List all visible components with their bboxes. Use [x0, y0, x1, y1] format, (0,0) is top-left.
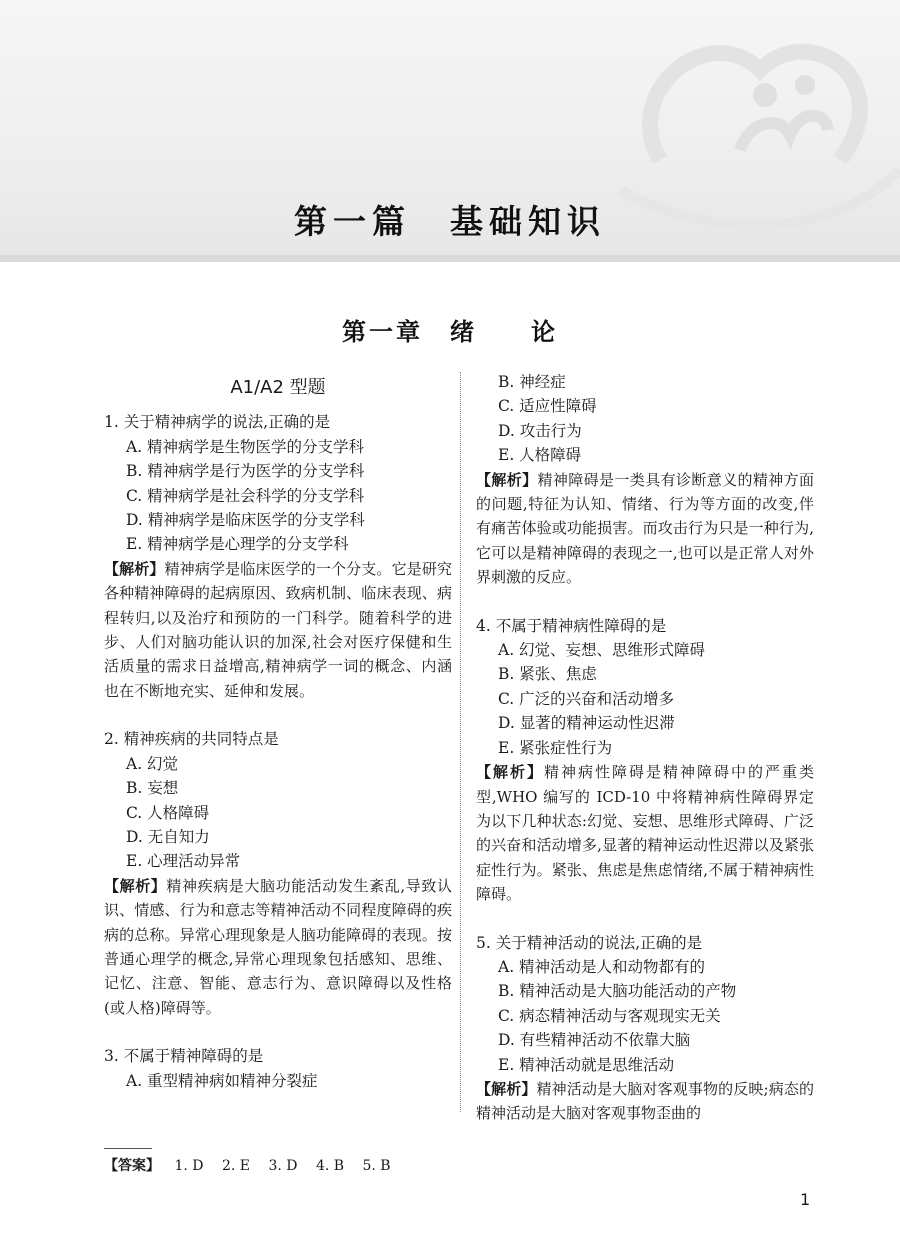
- option: B. 紧张、焦虑: [498, 665, 597, 684]
- right-column: [476, 370, 814, 1126]
- option: A. 精神活动是人和动物都有的: [498, 957, 706, 976]
- option: A. 幻觉、妄想、思维形式障碍: [498, 641, 706, 660]
- analysis-text: 精神病学是临床医学的一个分支。它是研究各种精神障碍的起病原因、致病机制、临床表现、病程转归,以及治疗和预防的一门科学。随着科学的进步、人们对脑功能认识的加深,社会对医疗保健和生活质量的需求日益增高,精神病学一词的概念、内涵也在不断地充实、延伸和发展。: [104, 559, 452, 700]
- question-3: [104, 1044, 452, 1093]
- question-stem: 2. 精神疾病的共同特点是: [104, 730, 279, 749]
- analysis-tag: 【解析】: [476, 470, 538, 489]
- option: D. 显著的精神运动性迟滞: [498, 714, 675, 733]
- answer-item: 3. D: [268, 1158, 298, 1174]
- header-stripe: [0, 255, 900, 262]
- analysis: [476, 468, 814, 590]
- option: E. 紧张症性行为: [498, 738, 613, 757]
- option: E. 人格障碍: [498, 446, 582, 465]
- option: B. 神经症: [498, 373, 566, 391]
- analysis-text: 精神疾病是大脑功能活动发生紊乱,导致认识、情感、行为和意志等精神活动不同程度障碍的疾病的总称。异常心理现象是人脑功能障碍的表现。按普通心理学的概念,异常心理现象包括感知、思维、记忆、注意、智能、意志行为、意识障碍以及性格(或人格)障碍等。: [104, 876, 452, 1017]
- option: C. 精神病学是社会科学的分支学科: [126, 486, 365, 505]
- option: C. 人格障碍: [126, 803, 210, 822]
- question-1: [104, 410, 452, 703]
- analysis-text: 精神障碍是一类具有诊断意义的精神方面的问题,特征为认知、情绪、行为等方面的改变,伴有痛苦体验或功能损害。而攻击行为只是一种行为,它可以是精神障碍的表现之一,也可以是正常人对外界刺激的反应。: [476, 470, 814, 587]
- answer-item: 4. B: [315, 1158, 345, 1174]
- left-column: [104, 370, 452, 1093]
- question-stem: 4. 不属于精神病性障碍的是: [476, 616, 667, 635]
- option: E. 精神病学是心理学的分支学科: [126, 535, 349, 554]
- option: E. 精神活动就是思维活动: [498, 1055, 675, 1074]
- footnote-rule: [104, 1148, 152, 1149]
- answer-item: 2. E: [221, 1158, 250, 1174]
- answer-item: 5. B: [362, 1158, 391, 1174]
- analysis: [476, 1077, 814, 1126]
- option: A. 幻觉: [126, 754, 179, 773]
- option: B. 妄想: [126, 779, 179, 798]
- question-stem: 1. 关于精神病学的说法,正确的是: [104, 413, 331, 432]
- question-5: [476, 931, 814, 1126]
- option: A. 重型精神病如精神分裂症: [126, 1071, 318, 1090]
- question-stem: 3. 不属于精神障碍的是: [104, 1047, 264, 1066]
- option: D. 无自知力: [126, 827, 210, 846]
- option: B. 精神活动是大脑功能活动的产物: [498, 982, 737, 1001]
- analysis: [476, 760, 814, 906]
- option: B. 精神病学是行为医学的分支学科: [126, 462, 365, 481]
- section-title: A1/A2 型题: [230, 377, 326, 398]
- option: A. 精神病学是生物医学的分支学科: [126, 437, 365, 456]
- option: C. 病态精神活动与客观现实无关: [498, 1006, 721, 1025]
- question-4: [476, 614, 814, 907]
- option: C. 适应性障碍: [498, 397, 597, 416]
- option: D. 有些精神活动不依靠大脑: [498, 1031, 691, 1050]
- analysis-text: 精神病性障碍是精神障碍中的严重类型,WHO 编写的 ICD-10 中将精神病性障碍界定为以下几种状态:幻觉、妄想、思维形式障碍、广泛的兴奋和活动增多,显著的精神运动性迟滞以及紧张症性行为。紧张、焦虑是焦虑情绪,不属于精神病性障碍。: [476, 763, 814, 904]
- page-number: 1: [800, 1190, 811, 1209]
- question-2: [104, 727, 452, 1020]
- analysis: [104, 874, 452, 1020]
- option: D. 攻击行为: [498, 421, 582, 440]
- column-divider: [460, 372, 461, 1112]
- option: C. 广泛的兴奋和活动增多: [498, 689, 675, 708]
- analysis-tag: 【解析】: [104, 559, 165, 578]
- part-title: 第一篇 基础知识: [294, 202, 606, 241]
- chapter-title: 第一章 绪 论: [342, 317, 558, 346]
- answer-tag: 【答案】: [104, 1158, 160, 1174]
- question-stem: 5. 关于精神活动的说法,正确的是: [476, 933, 703, 952]
- analysis-tag: 【解析】: [476, 763, 544, 782]
- answer-item: 1. D: [174, 1158, 204, 1174]
- analysis-tag: 【解析】: [476, 1079, 537, 1098]
- answer-key: [104, 1155, 405, 1175]
- analysis: [104, 557, 452, 703]
- analysis-tag: 【解析】: [104, 876, 167, 895]
- option: E. 心理活动异常: [126, 852, 241, 871]
- option: D. 精神病学是临床医学的分支学科: [126, 511, 365, 530]
- analysis-text: 精神活动是大脑对客观事物的反映;病态的精神活动是大脑对客观事物歪曲的: [476, 1079, 814, 1123]
